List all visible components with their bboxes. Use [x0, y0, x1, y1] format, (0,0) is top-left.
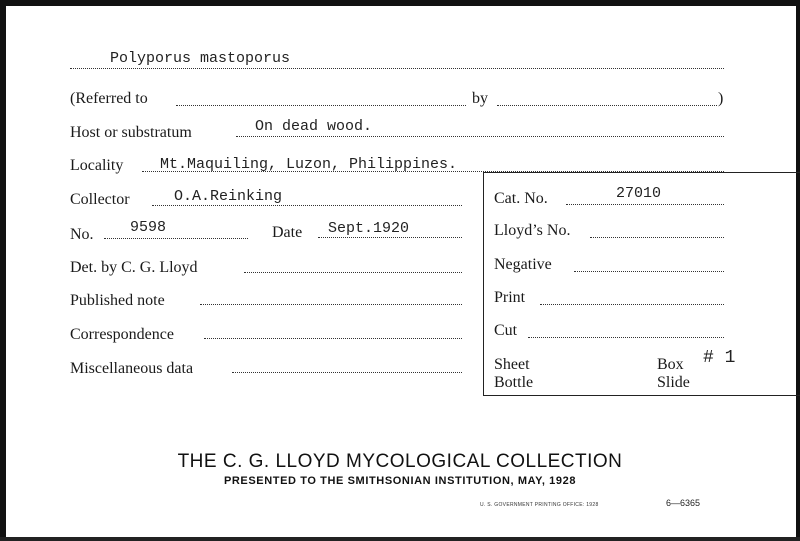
- number-value: 9598: [130, 219, 167, 236]
- slide-label: Slide: [657, 374, 690, 391]
- correspondence-label: Correspondence: [70, 326, 174, 343]
- collection-subtitle: PRESENTED TO THE SMITHSONIAN INSTITUTION, MAY, 1928: [223, 475, 577, 487]
- published-note-line: [200, 304, 462, 305]
- collector-line: [152, 205, 462, 206]
- cut-label: Cut: [494, 322, 518, 339]
- bottle-label: Bottle: [494, 374, 534, 391]
- number-label: No.: [70, 226, 94, 243]
- lloyds-no-line: [590, 237, 724, 238]
- det-by-line: [244, 272, 462, 273]
- referred-close: ): [718, 90, 724, 107]
- form-number: 6—6365: [666, 498, 701, 508]
- published-note-label: Published note: [70, 292, 165, 309]
- host-label: Host or substratum: [70, 124, 192, 141]
- locality-value: Mt.Maquiling, Luzon, Philippines.: [160, 156, 458, 173]
- host-value: On dead wood.: [255, 118, 373, 135]
- printing-office-note: U. S. GOVERNMENT PRINTING OFFICE: 1928: [480, 502, 599, 508]
- lloyds-no-label: Lloyd’s No.: [494, 222, 571, 239]
- species-line: [70, 68, 724, 69]
- print-label: Print: [494, 289, 526, 306]
- cat-no-line: [566, 204, 724, 205]
- species-name: Polyporus mastoporus: [110, 50, 291, 67]
- box-value: # 1: [703, 348, 736, 368]
- referred-to-line: [176, 105, 466, 106]
- referred-by-line: [497, 105, 717, 106]
- locality-label: Locality: [70, 157, 124, 174]
- misc-data-label: Miscellaneous data: [70, 360, 194, 377]
- referred-to-label: (Referred to: [70, 90, 148, 107]
- date-value: Sept.1920: [328, 220, 410, 237]
- referred-by-label: by: [472, 90, 488, 107]
- negative-label: Negative: [494, 256, 552, 273]
- number-line: [104, 238, 248, 239]
- correspondence-line: [204, 338, 462, 339]
- det-by-label: Det. by C. G. Lloyd: [70, 259, 198, 276]
- cat-no-label: Cat. No.: [494, 190, 548, 207]
- box-label: Box: [657, 356, 684, 373]
- negative-line: [574, 271, 724, 272]
- cut-line: [528, 337, 724, 338]
- host-line: [236, 136, 724, 137]
- collector-value: O.A.Reinking: [174, 188, 283, 205]
- cat-no-value: 27010: [616, 185, 662, 202]
- collection-title: THE C. G. LLOYD MYCOLOGICAL COLLECTION: [177, 451, 623, 472]
- print-line: [540, 304, 724, 305]
- sheet-label: Sheet: [494, 356, 530, 373]
- date-line: [318, 237, 462, 238]
- scan-edge-bottom: [0, 537, 800, 541]
- date-label: Date: [272, 224, 303, 241]
- scan-edge-top: [0, 0, 800, 6]
- collector-label: Collector: [70, 191, 130, 208]
- misc-data-line: [232, 372, 462, 373]
